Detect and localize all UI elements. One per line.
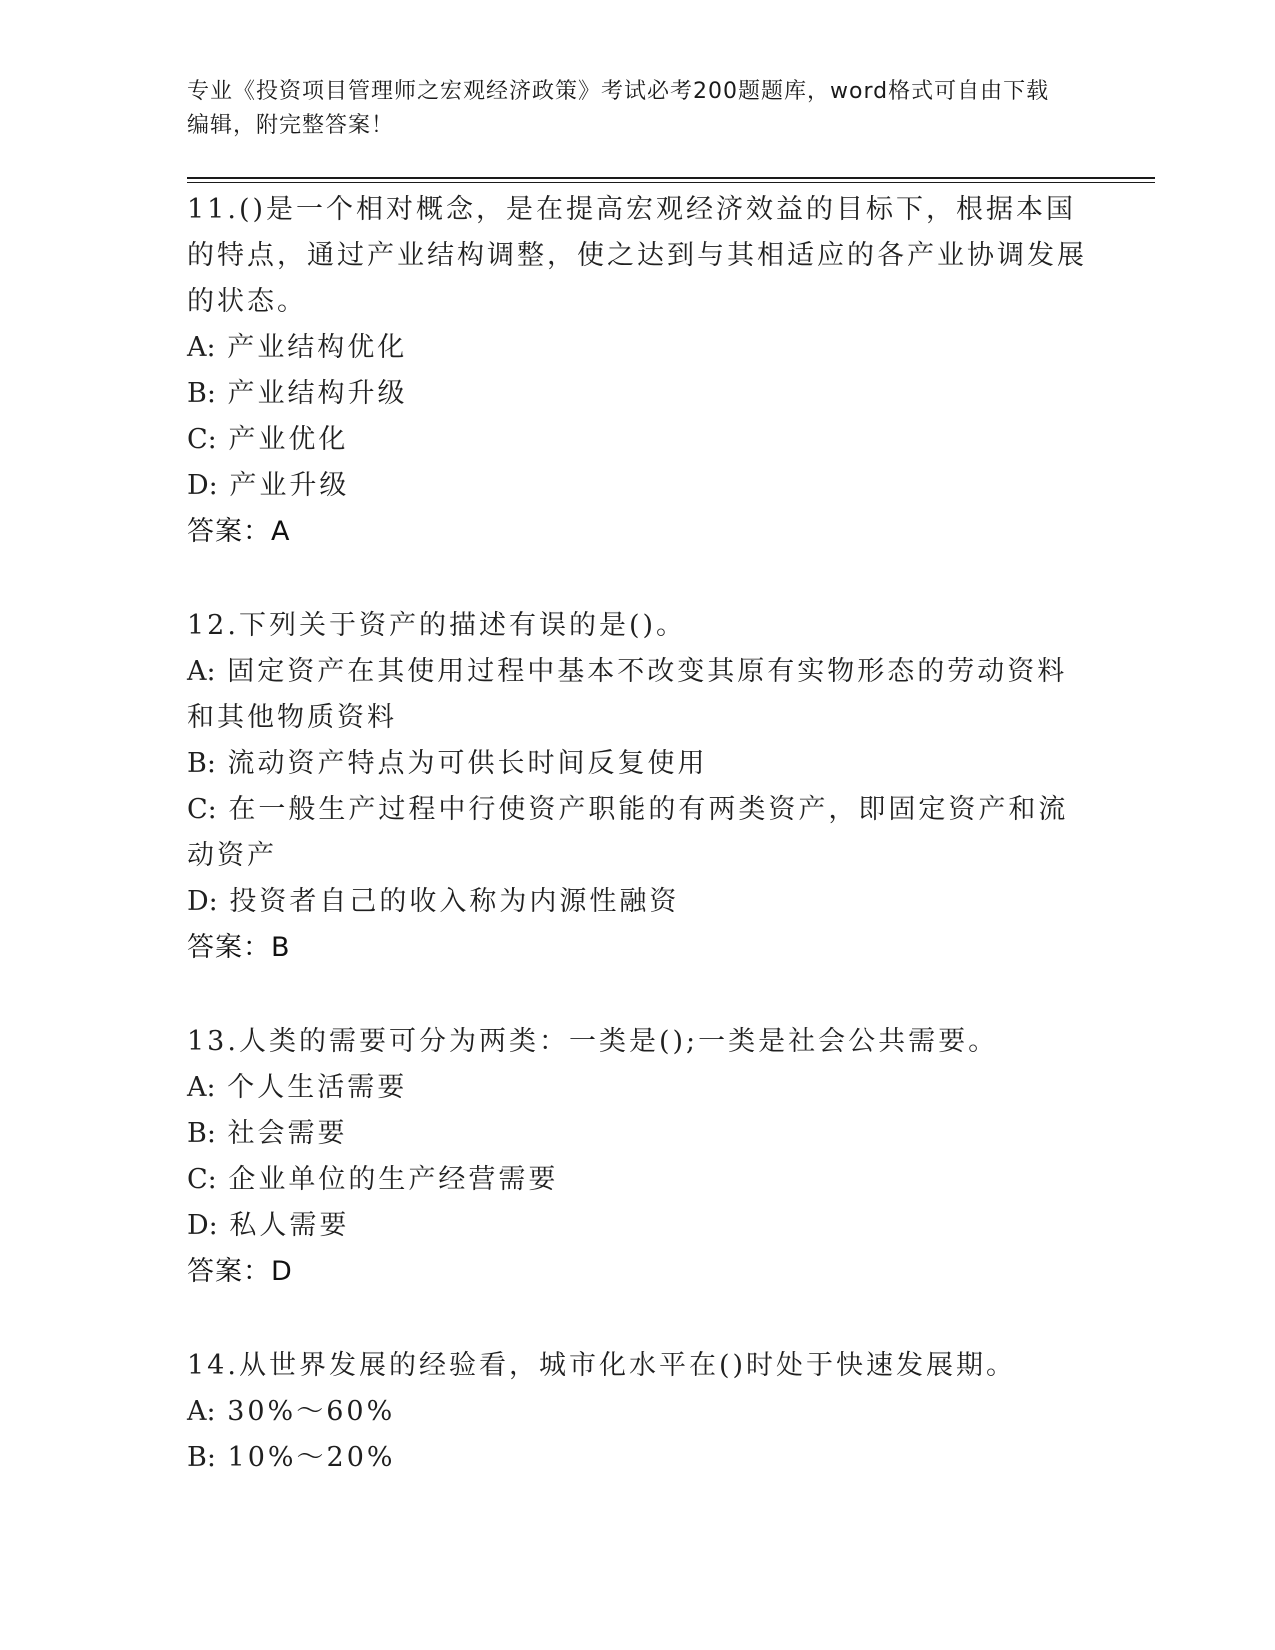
option-a bbox=[187, 1065, 1087, 1111]
question-text: 12.下列关于资产的描述有误的是()。 bbox=[187, 610, 687, 641]
option-key: B: bbox=[187, 748, 216, 779]
option-b bbox=[187, 1111, 1087, 1157]
option-key: C: bbox=[187, 424, 217, 455]
option-d bbox=[187, 463, 1087, 509]
option-key: D: bbox=[187, 886, 218, 917]
option-c bbox=[187, 417, 1087, 463]
option-key: C: bbox=[187, 794, 217, 825]
answer-line: 答案：A bbox=[187, 516, 291, 547]
option-b bbox=[187, 1435, 1087, 1481]
option-c bbox=[187, 787, 1087, 879]
option-a bbox=[187, 649, 1087, 741]
option-key: A: bbox=[187, 332, 216, 363]
option-key: D: bbox=[187, 1210, 218, 1241]
document-header: 专业《投资项目管理师之宏观经济政策》考试必考200题题库，word格式可自由下载编辑，附完整答案！ bbox=[187, 79, 1050, 138]
option-key: B: bbox=[187, 378, 216, 409]
option-d bbox=[187, 879, 1087, 925]
option-key: D: bbox=[187, 470, 218, 501]
option-text: 30%～60% bbox=[227, 1396, 396, 1427]
option-text: 产业升级 bbox=[229, 470, 350, 501]
option-text: 固定资产在其使用过程中基本不改变其原有实物形态的劳动资料和其他物质资料 bbox=[187, 656, 1068, 733]
option-a bbox=[187, 325, 1087, 371]
header-divider-thick bbox=[187, 177, 1155, 179]
option-c bbox=[187, 1157, 1087, 1203]
option-text: 10%～20% bbox=[227, 1442, 396, 1473]
question-text: 13.人类的需要可分为两类：一类是();一类是社会公共需要。 bbox=[187, 1026, 999, 1057]
option-text: 产业结构优化 bbox=[227, 332, 408, 363]
answer-line: 答案：D bbox=[187, 1256, 293, 1287]
question-12 bbox=[187, 603, 1087, 971]
option-text: 私人需要 bbox=[229, 1210, 350, 1241]
option-text: 在一般生产过程中行使资产职能的有两类资产，即固定资产和流动资产 bbox=[187, 794, 1069, 871]
option-text: 社会需要 bbox=[227, 1118, 348, 1149]
option-d bbox=[187, 1203, 1087, 1249]
question-text: 11.()是一个相对概念，是在提高宏观经济效益的目标下，根据本国的特点，通过产业结构调整，使之达到与其相适应的各产业协调发展的状态。 bbox=[187, 194, 1087, 317]
question-14 bbox=[187, 1343, 1087, 1481]
question-text: 14.从世界发展的经验看，城市化水平在()时处于快速发展期。 bbox=[187, 1350, 1017, 1381]
option-key: B: bbox=[187, 1118, 216, 1149]
option-text: 投资者自己的收入称为内源性融资 bbox=[229, 886, 680, 917]
option-text: 产业结构升级 bbox=[227, 378, 408, 409]
option-text: 企业单位的生产经营需要 bbox=[228, 1164, 559, 1195]
option-text: 个人生活需要 bbox=[227, 1072, 408, 1103]
question-11 bbox=[187, 187, 1087, 555]
header-divider-thin bbox=[187, 182, 1155, 183]
option-b bbox=[187, 371, 1087, 417]
option-key: A: bbox=[187, 656, 216, 687]
option-key: A: bbox=[187, 1396, 216, 1427]
answer-line: 答案：B bbox=[187, 932, 291, 963]
option-b bbox=[187, 741, 1087, 787]
question-13 bbox=[187, 1019, 1087, 1295]
option-key: C: bbox=[187, 1164, 217, 1195]
option-key: B: bbox=[187, 1442, 216, 1473]
option-text: 流动资产特点为可供长时间反复使用 bbox=[227, 748, 708, 779]
option-text: 产业优化 bbox=[228, 424, 349, 455]
question-list bbox=[187, 187, 1087, 1529]
option-key: A: bbox=[187, 1072, 216, 1103]
option-a bbox=[187, 1389, 1087, 1435]
